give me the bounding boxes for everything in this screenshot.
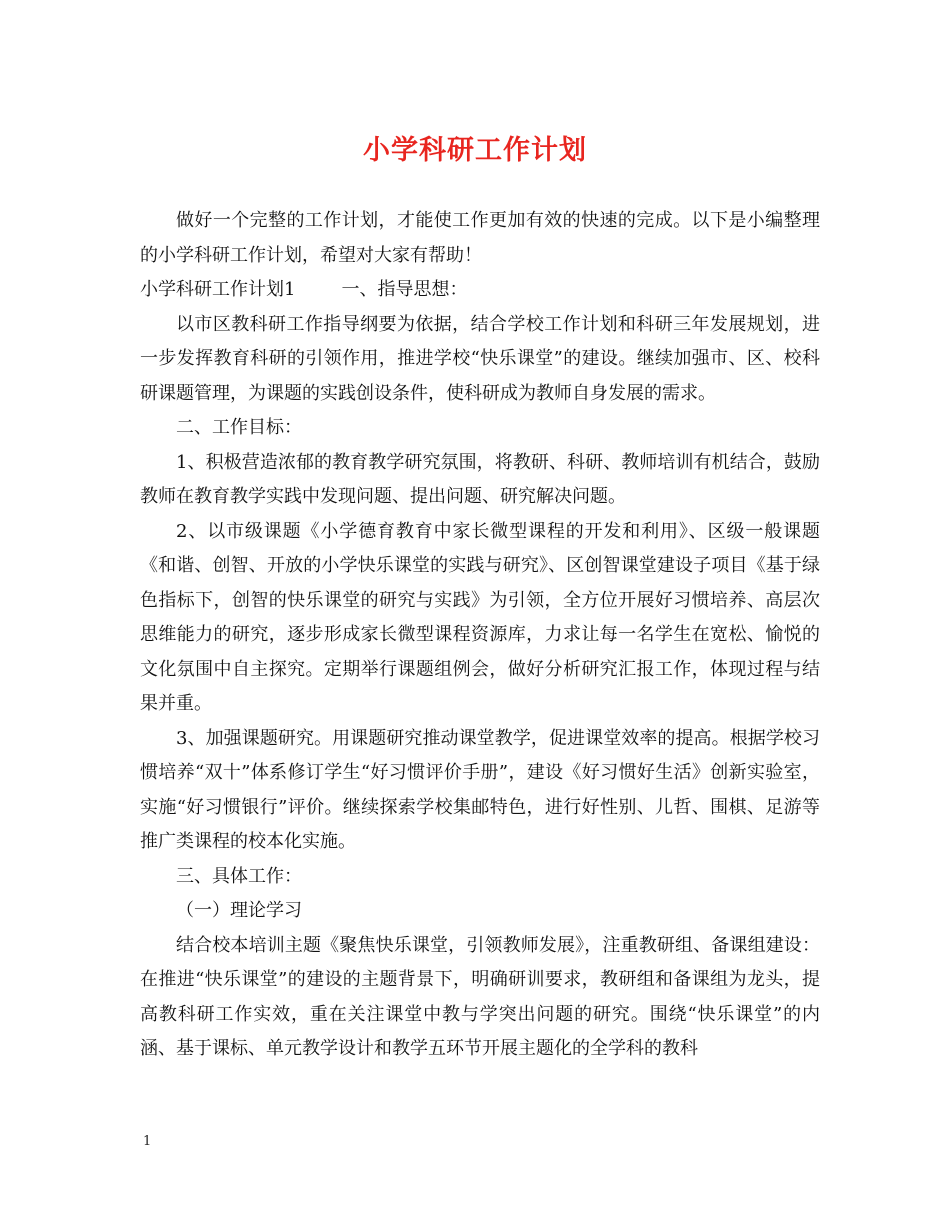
plan-heading-line — [140, 273, 820, 308]
document-body — [140, 204, 820, 1067]
goal-1-paragraph: 1、积极营造浓郁的教育教学研究氛围，将教研、科研、教师培训有机结合，鼓励教师在教育教学实践中发现问题、提出问题、研究解决问题。 — [140, 451, 820, 507]
subsection1-heading: （一）理论学习 — [176, 900, 302, 921]
section1-heading: 一、指导思想： — [341, 279, 468, 300]
page-number: 1 — [143, 1134, 152, 1149]
section2-heading: 二、工作目标： — [176, 417, 302, 438]
guiding-paragraph: 以市区教科研工作指导纲要为依据，结合学校工作计划和科研三年发展规划，进一步发挥教育科研的引领作用，推进学校“快乐课堂”的建设。继续加强市、区、校科研课题管理，为课题的实践创设条件，使科研成为教师自身发展的需求。 — [140, 313, 820, 404]
section3-heading: 三、具体工作： — [176, 865, 302, 887]
plan-heading: 小学科研工作计划1 — [140, 279, 296, 300]
goal-3-paragraph: 3、加强课题研究。用课题研究推动课堂教学，促进课堂效率的提高。根据学校习惯培养“双十”体系修订学生“好习惯评价手册”，建设《好习惯好生活》创新实验室，实施“好习惯银行”评价。继续探索学校集邮特色，进行好性别、儿哲、围棋、足游等推广类课程的校本化实施。 — [140, 727, 820, 852]
theory-paragraph: 结合校本培训主题《聚焦快乐课堂，引领教师发展》，注重教研组、备课组建设：在推进“快乐课堂”的建设的主题背景下，明确研训要求，教研组和备课组为龙头，提高教科研工作实效，重在关注课堂中教与学突出问题的研究。围绕“快乐课堂”的内涵、基于课标、单元教学设计和教学五环节开展主题化的全学科的教科 — [140, 934, 820, 1059]
intro-paragraph: 做好一个完整的工作计划，才能使工作更加有效的快速的完成。以下是小编整理的小学科研工作计划，希望对大家有帮助！ — [140, 210, 820, 266]
goal-2-paragraph: 2、以市级课题《小学德育教育中家长微型课程的开发和利用》、区级一般课题《和谐、创智、开放的小学快乐课堂的实践与研究》、区创智课堂建设子项目《基于绿色指标下，创智的快乐课堂的研究与实践》为引领，全方位开展好习惯培养、高层次思维能力的研究，逐步形成家长微型课程资源库，力求让每一名学生在宽松、愉悦的文化氛围中自主探究。定期举行课题组例会，做好分析研究汇报工作，体现过程与结果并重。 — [140, 520, 820, 714]
document-title: 小学科研工作计划 — [363, 135, 587, 166]
